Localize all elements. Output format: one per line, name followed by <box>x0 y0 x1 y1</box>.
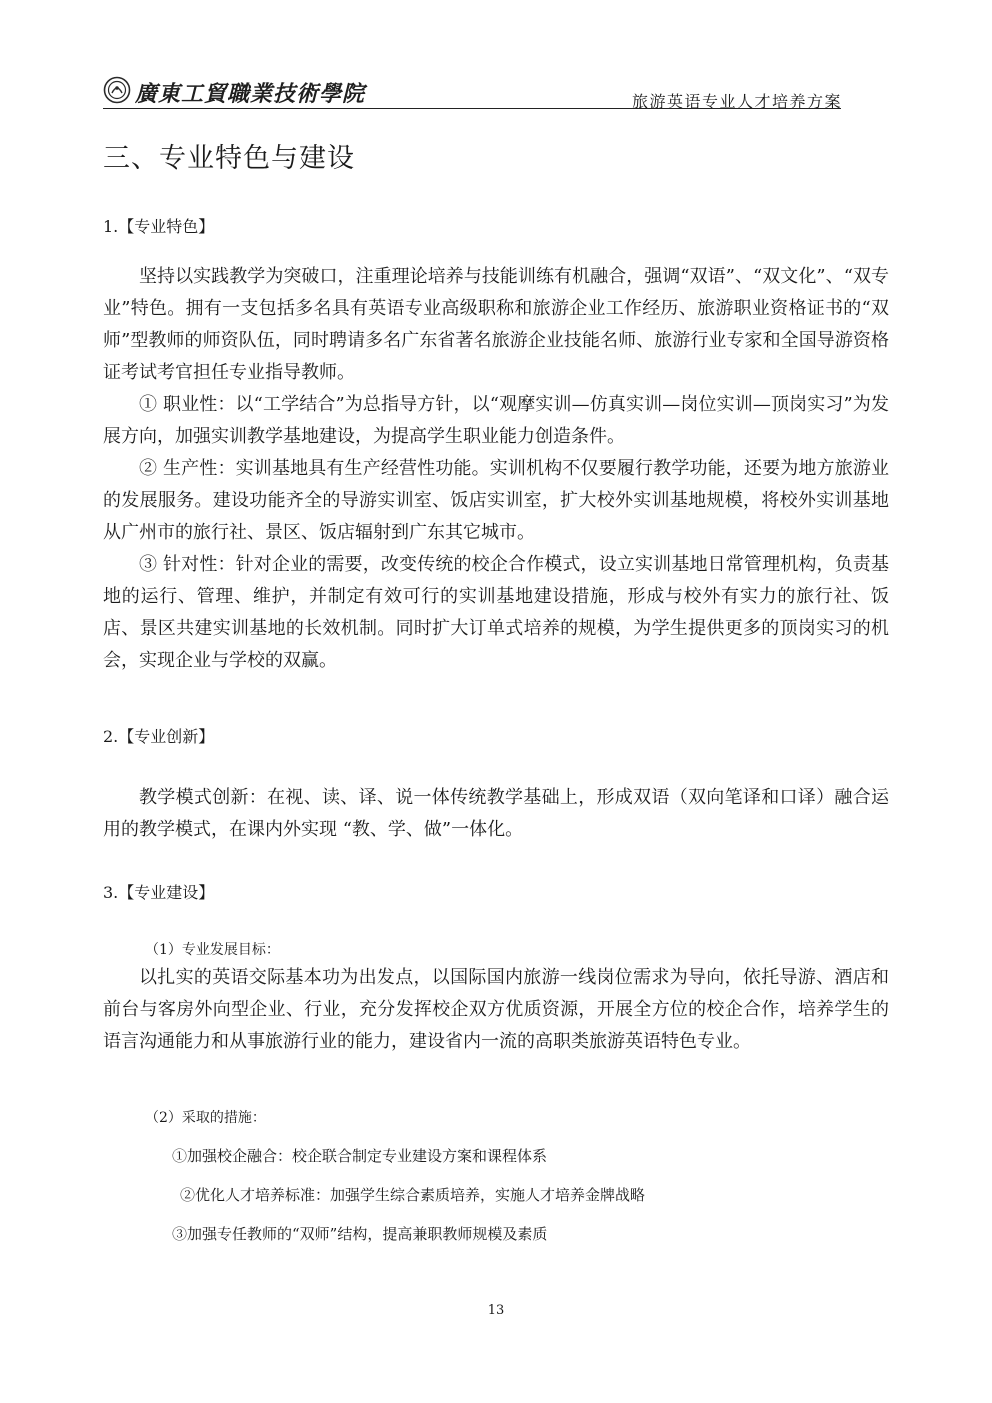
features-item-productive: ② 生产性：实训基地具有生产经营性功能。实训机构不仅要履行教学功能，还要为地方旅游业的发展服务。建设功能齐全的导游实训室、饭店实训室，扩大校外实训基地规模，将校外实训基地从广州市的旅行社、景区、饭店辐射到广东其它城市。 <box>103 458 889 543</box>
goal-label: （1）专业发展目标： <box>145 942 280 958</box>
measures-label: （2）采取的措施： <box>145 1110 266 1126</box>
heading-specialty-features: 1.【专业特色】 <box>103 217 215 236</box>
document-title: 旅游英语专业人才培养方案 <box>631 92 842 111</box>
section-title: 三、专业特色与建设 <box>103 143 355 174</box>
features-item-vocational: ① 职业性：以“工学结合”为总指导方针，以“观摩实训—仿真实训—岗位实训—顶岗实习”为发展方向，加强实训教学基地建设，为提高学生职业能力创造条件。 <box>103 394 889 447</box>
innovation-body <box>103 782 889 846</box>
measure-item-2: ②优化人才培养标准：加强学生综合素质培养，实施人才培养金牌战略 <box>180 1186 646 1204</box>
header-divider <box>103 108 841 109</box>
heading-specialty-innovation: 2.【专业创新】 <box>103 727 215 746</box>
features-item-targeted: ③ 针对性：针对企业的需要，改变传统的校企合作模式，设立实训基地日常管理机构，负责基地的运行、管理、维护，并制定有效可行的实训基地建设措施，形成与校外有实力的旅行社、饭店、景区共建实训基地的长效机制。同时扩大订单式培养的规模，为学生提供更多的顶岗实习的机会，实现企业与学校的双赢。 <box>103 554 889 671</box>
school-emblem-icon <box>103 76 131 104</box>
innovation-paragraph: 教学模式创新：在视、读、译、说一体传统教学基础上，形成双语（双向笔译和口译）融合运用的教学模式，在课内外实现 “教、学、做”一体化。 <box>103 787 889 840</box>
heading-specialty-construction: 3.【专业建设】 <box>103 883 215 902</box>
goal-body <box>103 962 889 1058</box>
features-body <box>103 261 889 677</box>
school-logo <box>103 76 366 107</box>
features-paragraph: 坚持以实践教学为突破口，注重理论培养与技能训练有机融合，强调“双语”、“双文化”、“双专业”特色。拥有一支包括多名具有英语专业高级职称和旅游企业工作经历、旅游职业资格证书的“双师”型教师的师资队伍，同时聘请多名广东省著名旅游企业技能名师、旅游行业专家和全国导游资格证考试考官担任专业指导教师。 <box>103 266 889 383</box>
page-number: 13 <box>487 1303 505 1318</box>
goal-paragraph: 以扎实的英语交际基本功为出发点，以国际国内旅游一线岗位需求为导向，依托导游、酒店和前台与客房外向型企业、行业，充分发挥校企双方优质资源，开展全方位的校企合作，培养学生的语言沟通能力和从事旅游行业的能力，建设省内一流的高职类旅游英语特色专业。 <box>103 967 889 1052</box>
school-name: 廣東工貿職業技術學院 <box>135 81 366 107</box>
measure-item-1: ①加强校企融合：校企联合制定专业建设方案和课程体系 <box>172 1147 548 1165</box>
measure-item-3: ③加强专任教师的“双师”结构，提高兼职教师规模及素质 <box>172 1225 548 1243</box>
